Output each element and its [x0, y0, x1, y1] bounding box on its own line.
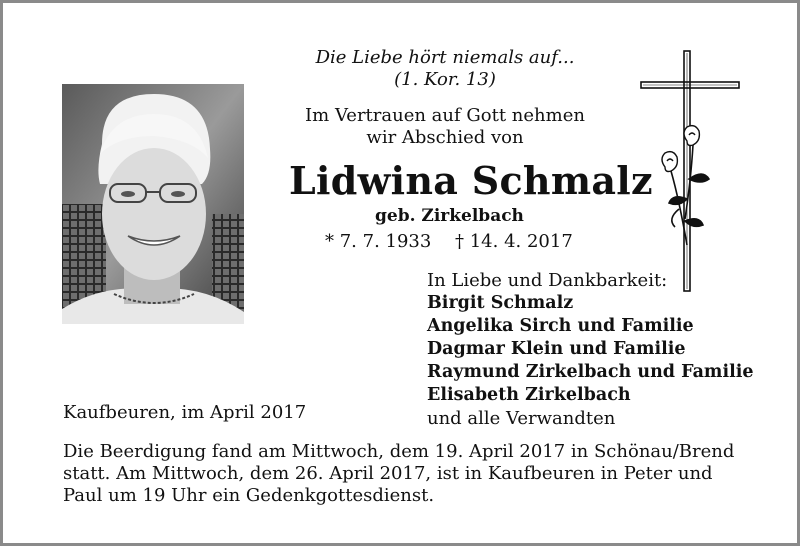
maiden-name: geb. Zirkelbach [375, 206, 524, 226]
bible-quote: Die Liebe hört niemals auf... [315, 47, 575, 68]
birth-date: * 7. 7. 1933 [325, 231, 432, 252]
death-date: † 14. 4. 2017 [455, 231, 573, 252]
place-date: Kaufbeuren, im April 2017 [63, 402, 307, 423]
mourner-name: Dagmar Klein und Familie [427, 339, 686, 359]
funeral-line: Paul um 19 Uhr ein Gedenkgottesdienst. [63, 485, 435, 506]
cross-with-rose-icon [639, 49, 749, 299]
portrait-photo [62, 84, 244, 324]
mourner-name: Elisabeth Zirkelbach [427, 385, 631, 405]
mourners-closing: und alle Verwandten [427, 408, 616, 429]
bible-reference: (1. Kor. 13) [394, 69, 496, 90]
mourners-heading: In Liebe und Dankbarkeit: [427, 270, 668, 291]
mourner-name: Birgit Schmalz [427, 293, 574, 313]
funeral-notice [63, 441, 751, 507]
mourner-name: Angelika Sirch und Familie [427, 316, 694, 336]
deceased-name: Lidwina Schmalz [289, 158, 653, 203]
funeral-line: Die Beerdigung fand am Mittwoch, dem 19. April 2017 in Schönau/Brend [63, 441, 735, 462]
intro-line-2: wir Abschied von [366, 127, 524, 148]
mourner-name: Raymund Zirkelbach und Familie [427, 362, 754, 382]
intro-line-1: Im Vertrauen auf Gott nehmen [305, 105, 585, 126]
mourners-list [427, 269, 754, 430]
funeral-line: statt. Am Mittwoch, dem 26. April 2017, ist in Kaufbeuren in Peter und [63, 463, 713, 484]
